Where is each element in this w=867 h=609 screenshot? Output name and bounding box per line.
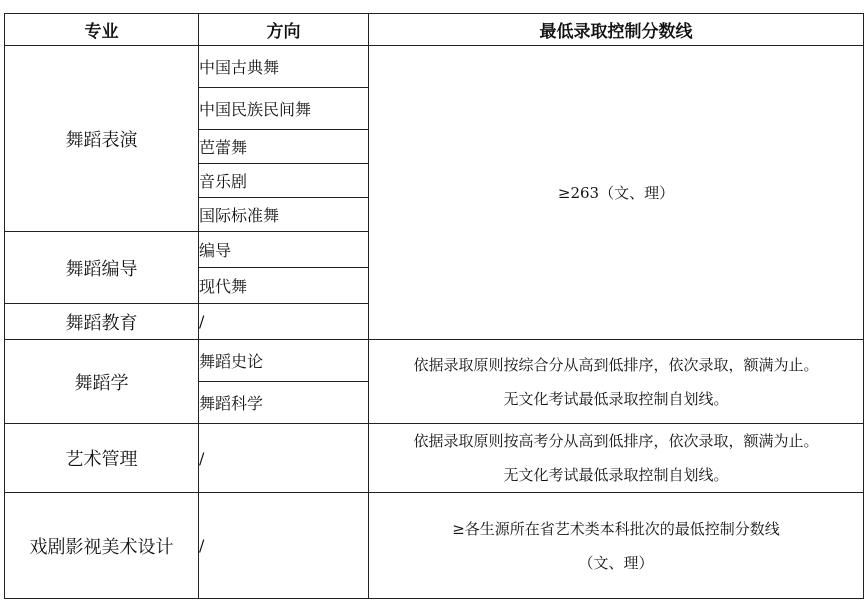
- score-cell: [369, 493, 864, 599]
- major-cell: 舞蹈编导: [5, 232, 199, 304]
- score-line: （文、理）: [578, 553, 654, 572]
- direction-cell: /: [199, 493, 369, 599]
- major-cell: 舞蹈教育: [5, 304, 199, 340]
- major-cell: 艺术管理: [5, 424, 199, 493]
- score-line: 依据录取原则按高考分从高到低排序，依次录取，额满为止。: [413, 432, 819, 450]
- score-line: 依据录取原则按综合分从高到低排序，依次录取，额满为止。: [413, 355, 819, 374]
- score-cell: [369, 340, 864, 424]
- score-cell: [369, 424, 864, 493]
- direction-cell: 中国民族民间舞: [199, 88, 369, 130]
- major-cell: 戏剧影视美术设计: [5, 493, 199, 599]
- direction-cell: 舞蹈史论: [199, 340, 369, 382]
- direction-cell: 现代舞: [199, 268, 369, 304]
- direction-cell: 国际标准舞: [199, 198, 369, 232]
- direction-cell: /: [199, 304, 369, 340]
- major-cell: 舞蹈表演: [5, 46, 199, 232]
- header-direction: 方向: [199, 14, 369, 46]
- direction-cell: 芭蕾舞: [199, 130, 369, 164]
- score-line: ≥各生源所在省艺术类本科批次的最低控制分数线: [452, 519, 780, 538]
- direction-cell: 编导: [199, 232, 369, 268]
- direction-cell: 中国古典舞: [199, 46, 369, 88]
- table-row: [5, 424, 864, 493]
- score-line: 无文化考试最低录取控制自划线。: [503, 466, 729, 484]
- header-row: [5, 14, 864, 46]
- direction-cell: /: [199, 424, 369, 493]
- header-min-score: 最低录取控制分数线: [369, 14, 864, 46]
- table-row: [5, 340, 864, 382]
- table-row: [5, 493, 864, 599]
- header-major: 专业: [5, 14, 199, 46]
- admission-score-table: [4, 13, 864, 599]
- major-cell: 舞蹈学: [5, 340, 199, 424]
- table-row: [5, 46, 864, 88]
- direction-cell: 音乐剧: [199, 164, 369, 198]
- score-line: 无文化考试最低录取控制自划线。: [503, 389, 729, 408]
- direction-cell: 舞蹈科学: [199, 382, 369, 424]
- score-cell: ≥263（文、理）: [369, 46, 864, 340]
